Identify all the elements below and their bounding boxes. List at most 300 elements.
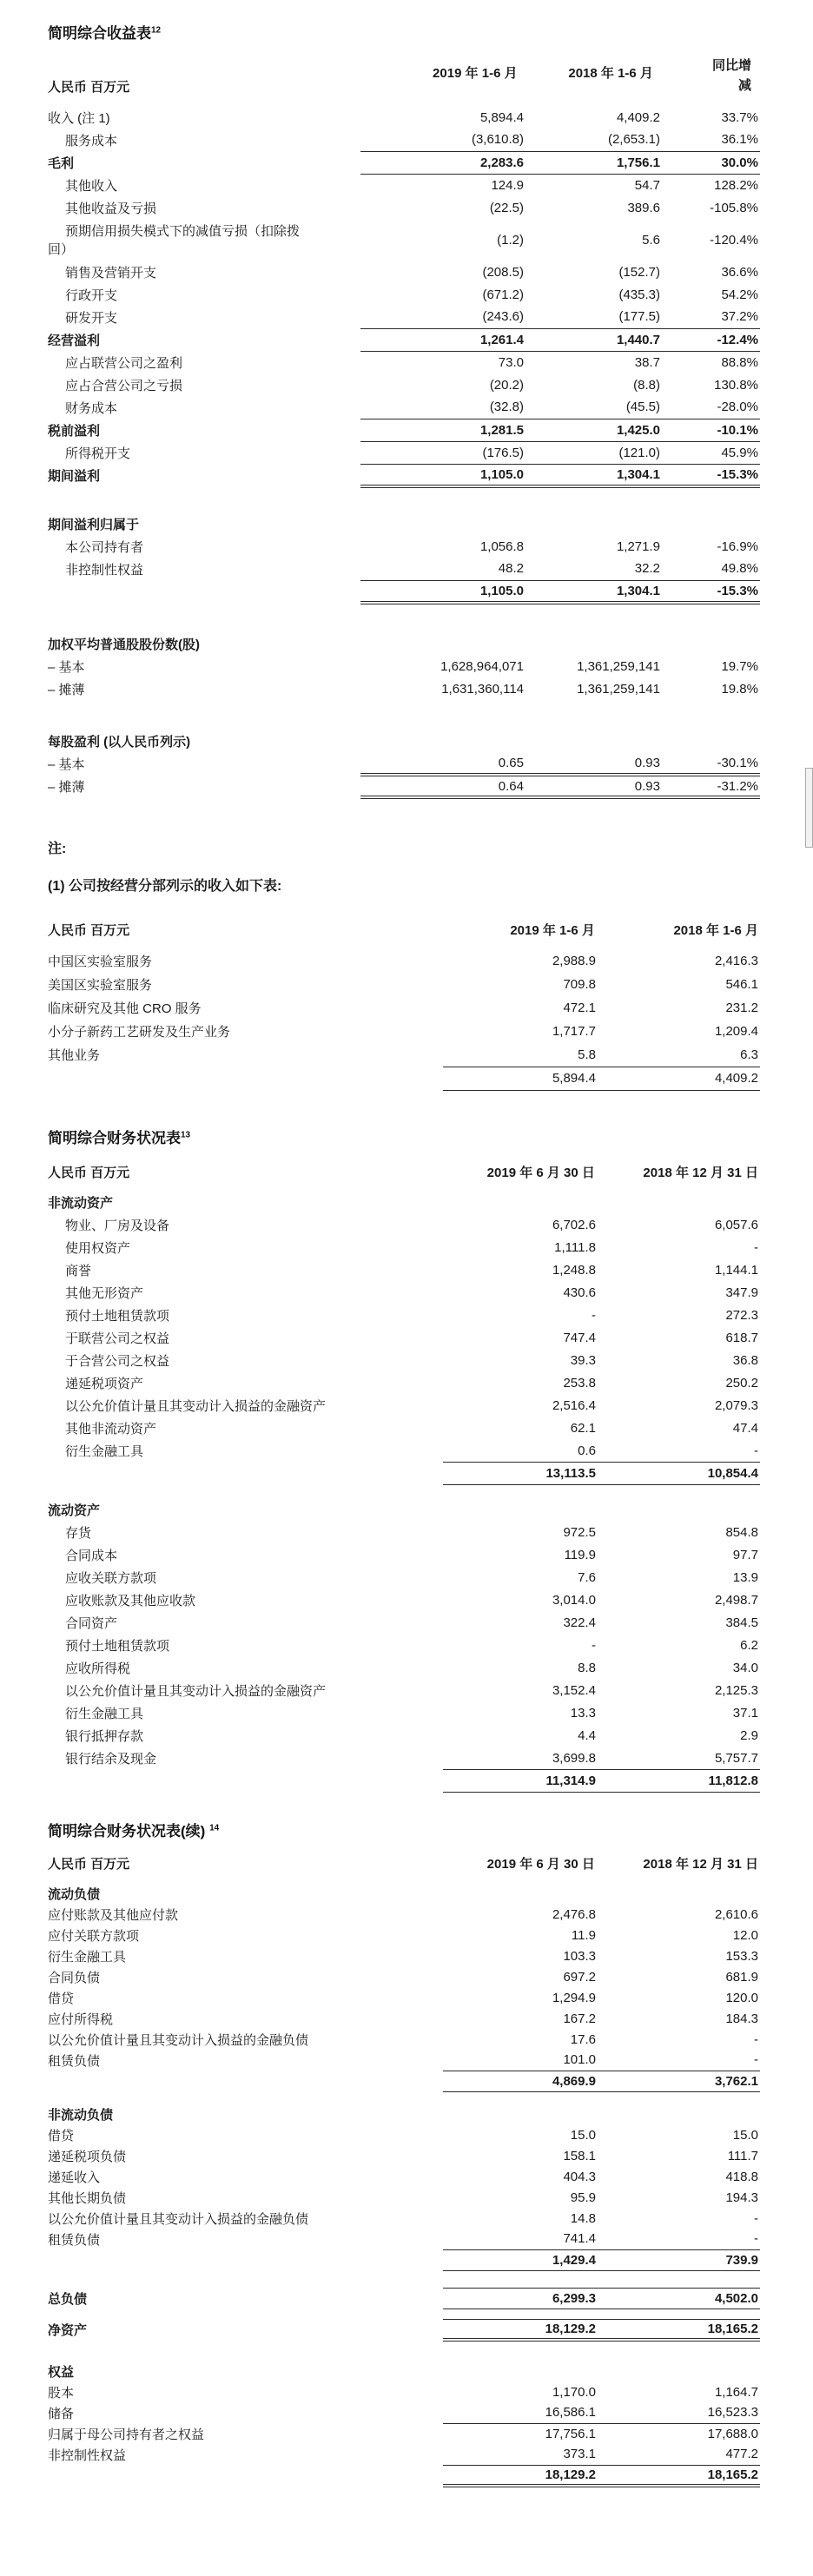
row-label: 毛利 <box>48 155 75 171</box>
column-header-2018: 2018 年 1-6 月 <box>673 923 758 938</box>
row-value: 1,281.5 <box>360 419 525 441</box>
row-value: -16.9% <box>717 538 758 554</box>
row-value: 2,476.8 <box>552 1906 596 1922</box>
table-row <box>48 2229 760 2249</box>
table-row <box>48 1350 760 1372</box>
row-value: 697.2 <box>563 1969 596 1985</box>
row-value: 1,304.1 <box>525 580 662 603</box>
row-label: 递延税项负债 <box>48 2149 127 2164</box>
row-value: 347.9 <box>725 1285 758 1300</box>
row-value: 1,294.9 <box>552 1990 596 2005</box>
row-value: 1,425.0 <box>525 419 662 441</box>
unit-label: 人民币 百万元 <box>48 1857 130 1872</box>
row-value: 54.7 <box>634 177 660 193</box>
row-value: 3,152.4 <box>552 1683 596 1698</box>
row-value <box>443 1192 598 1214</box>
row-value: 97.7 <box>732 1548 758 1562</box>
spacer-cell <box>48 486 760 512</box>
row-value: (45.5) <box>525 396 662 419</box>
row-value <box>598 1883 760 1904</box>
row-value: 404.3 <box>563 2169 596 2184</box>
row-value: 1,209.4 <box>714 1024 758 1039</box>
row-value: 231.2 <box>725 1001 758 1015</box>
row-value: (22.5) <box>489 200 524 215</box>
table-row <box>48 196 760 219</box>
row-label: 美国区实验室服务 <box>48 978 153 993</box>
row-value: 19.7% <box>721 658 758 674</box>
row-value: 32.2 <box>525 558 662 580</box>
row-value: 12.0 <box>732 1927 758 1943</box>
income-statement-column-headers <box>48 56 760 96</box>
row-value: 101.0 <box>443 2050 598 2071</box>
table-row <box>48 1657 760 1680</box>
table-row <box>48 677 760 700</box>
row-value: 18,129.2 <box>443 2465 598 2486</box>
row-value: 6.2 <box>740 1638 758 1653</box>
row-label: 以公允价值计量且其变动计入损益的金融负债 <box>48 2211 309 2227</box>
row-value: 3,762.1 <box>598 2071 760 2091</box>
table-row <box>48 174 760 196</box>
row-value: 0.64 <box>360 775 525 797</box>
row-value: -28.0% <box>662 396 760 419</box>
row-value: -15.3% <box>662 580 760 603</box>
row-label: 以公允价值计量且其变动计入损益的金融资产 <box>65 1399 327 1414</box>
row-value: 4,869.9 <box>443 2071 598 2091</box>
table-row <box>48 2249 760 2270</box>
column-header-2019-06-30: 2019 年 6 月 30 日 <box>486 1857 595 1872</box>
row-value: 3,014.0 <box>552 1593 596 1608</box>
row-value: 62.1 <box>570 1421 596 1436</box>
table-row <box>48 1680 760 1702</box>
spacer-cell <box>48 2308 760 2319</box>
row-value: - <box>754 1240 758 1255</box>
row-value: - <box>592 1638 596 1653</box>
unit-label: 人民币 百万元 <box>48 80 130 95</box>
row-label: 借贷 <box>48 2128 75 2143</box>
table-row <box>48 1417 760 1440</box>
note-1-text: (1) 公司按经营分部列示的收入如下表: <box>48 879 282 894</box>
row-value: 430.6 <box>563 1285 596 1300</box>
row-label: – 基本 <box>48 659 85 675</box>
row-label: 预付土地租赁款项 <box>65 1309 170 1324</box>
column-header-2018: 2018 年 1-6 月 <box>568 66 653 81</box>
spacer-cell <box>48 2340 760 2361</box>
table-row <box>48 419 760 441</box>
financial-position-title <box>48 1126 813 1147</box>
table-row <box>48 1567 760 1589</box>
row-value: 36.8 <box>732 1353 758 1368</box>
row-value: 0.6 <box>443 1440 598 1463</box>
row-label <box>48 2465 443 2486</box>
row-label: 衍生金融工具 <box>65 1444 144 1459</box>
row-value: 2.9 <box>740 1728 758 1743</box>
financial-position-title-text: 简明综合财务状况表 <box>48 1129 181 1146</box>
row-value: 194.3 <box>725 2190 758 2205</box>
row-value: 153.3 <box>725 1948 758 1964</box>
table-row <box>48 2104 760 2124</box>
table-row <box>48 2050 760 2071</box>
table-row <box>48 1067 760 1090</box>
row-value: 1,361,259,141 <box>577 681 660 697</box>
row-value: 2,498.7 <box>714 1593 758 1608</box>
row-label: 银行抵押存款 <box>65 1729 144 1744</box>
income-statement-section <box>48 21 813 799</box>
row-label: 行政开支 <box>65 287 118 303</box>
row-label: 研发开支 <box>65 310 118 326</box>
row-label: 中国区实验室服务 <box>48 954 153 969</box>
row-value: 158.1 <box>563 2148 596 2163</box>
financial-position-continued-title <box>48 1819 813 1840</box>
unit-label: 人民币 百万元 <box>48 1165 130 1180</box>
table-row <box>48 580 760 603</box>
row-value <box>598 2104 760 2124</box>
row-value: 2,416.3 <box>714 954 758 968</box>
row-value: 7.6 <box>578 1570 596 1585</box>
row-label: 应收关联方款项 <box>65 1571 157 1586</box>
table-row <box>48 1499 760 1522</box>
row-label: 其他业务 <box>48 1048 101 1063</box>
row-value: 854.8 <box>725 1525 758 1540</box>
spacer-row <box>48 603 760 632</box>
table-row <box>48 949 760 973</box>
row-label: 销售及营销开支 <box>65 265 157 281</box>
row-label: 非流动资产 <box>48 1196 114 1211</box>
row-label: 租赁负债 <box>48 2053 101 2069</box>
row-value: (3,610.8) <box>360 129 525 151</box>
row-value <box>598 2361 760 2381</box>
table-row <box>48 2124 760 2145</box>
row-label: 每股盈利 (以人民币列示) <box>48 734 191 750</box>
table-row <box>48 1725 760 1747</box>
table-row <box>48 1020 760 1043</box>
table-row <box>48 1589 760 1612</box>
financial-position-continued-section <box>48 1819 813 2487</box>
row-value: - <box>598 2050 760 2071</box>
row-value: 6,702.6 <box>552 1218 596 1232</box>
row-value: 709.8 <box>563 977 596 992</box>
row-value: - <box>592 1308 596 1323</box>
row-value: 6,299.3 <box>443 2288 598 2308</box>
row-value: -10.1% <box>662 419 760 441</box>
row-value: 1,111.8 <box>554 1240 596 1255</box>
financial-position-section <box>48 1126 813 1793</box>
row-label: 期间溢利归属于 <box>48 517 140 532</box>
row-value: - <box>598 2229 760 2249</box>
table-row <box>48 1904 760 1925</box>
row-value: 184.3 <box>725 2011 758 2026</box>
table-row <box>48 2029 760 2050</box>
row-value: 747.4 <box>563 1331 596 1345</box>
table-row <box>48 730 760 752</box>
row-value <box>443 1883 598 1904</box>
table-row <box>48 2187 760 2208</box>
row-label: – 摊薄 <box>48 682 85 697</box>
table-row <box>48 1747 760 1770</box>
row-value: 13.9 <box>732 1570 758 1585</box>
table-row <box>48 106 760 129</box>
row-value: 10,854.4 <box>598 1463 760 1485</box>
row-value: 1,756.1 <box>525 151 662 174</box>
row-value: -15.3% <box>662 464 760 486</box>
table-row <box>48 1883 760 1904</box>
table-row <box>48 752 760 775</box>
table-row <box>48 2444 760 2465</box>
row-value <box>525 512 662 535</box>
row-label: 服务成本 <box>65 133 118 149</box>
row-value: 972.5 <box>563 1525 596 1540</box>
table-row <box>48 306 760 328</box>
financial-position-continued-title-footnote: 14 <box>209 1823 220 1833</box>
row-value: 2,988.9 <box>552 954 596 968</box>
row-label: 合同成本 <box>65 1549 118 1563</box>
spacer-row <box>48 700 760 730</box>
spacer-row <box>48 2340 760 2361</box>
row-value: 1,717.7 <box>552 1024 596 1039</box>
scrollbar-thumb[interactable] <box>805 768 813 848</box>
row-label: 衍生金融工具 <box>65 1707 144 1721</box>
row-label: 于合营公司之权益 <box>65 1354 170 1369</box>
spacer-cell <box>48 1485 760 1499</box>
row-value: 2,079.3 <box>714 1398 758 1413</box>
table-row <box>48 261 760 283</box>
row-label: 收入 (注 1) <box>48 110 110 126</box>
row-value: 0.65 <box>360 752 525 775</box>
income-statement-title-text: 简明综合收益表 <box>48 25 151 42</box>
row-value: (177.5) <box>525 306 662 328</box>
row-label: 其他长期负债 <box>48 2190 127 2206</box>
spacer-cell <box>48 700 760 730</box>
row-value <box>598 1192 760 1214</box>
row-value: 0.93 <box>525 752 662 775</box>
row-value: 11.9 <box>571 1927 596 1943</box>
row-value: 95.9 <box>570 2190 596 2205</box>
table-row <box>48 1925 760 1945</box>
row-label <box>48 1067 443 1090</box>
table-row <box>48 1463 760 1485</box>
spacer-cell <box>48 2091 760 2104</box>
unit-label: 人民币 百万元 <box>48 923 130 938</box>
row-value: 5.6 <box>642 232 660 248</box>
row-label: 经营溢利 <box>48 333 101 348</box>
row-label: 临床研究及其他 CRO 服务 <box>48 1001 202 1016</box>
row-value: 54.2% <box>721 287 758 302</box>
row-value: 5,894.4 <box>443 1067 598 1090</box>
table-row <box>48 655 760 677</box>
income-statement-title-footnote: 12 <box>151 25 162 36</box>
row-label: 流动资产 <box>48 1503 101 1518</box>
row-value: 19.8% <box>721 681 758 697</box>
row-label: 以公允价值计量且其变动计入损益的金融负债 <box>48 2032 309 2048</box>
row-value: 18,165.2 <box>598 2465 760 2486</box>
row-value <box>443 2104 598 2124</box>
row-value: (435.3) <box>618 287 660 302</box>
row-value: 5.8 <box>443 1043 598 1067</box>
row-value: (32.8) <box>360 396 525 419</box>
row-value <box>443 1499 598 1522</box>
row-value: 17,756.1 <box>545 2426 596 2441</box>
column-header-yoy <box>655 56 760 96</box>
table-row <box>48 558 760 580</box>
row-value: 37.2% <box>662 306 760 328</box>
row-label: 流动负债 <box>48 1886 101 1902</box>
row-label: 于联营公司之权益 <box>65 1331 170 1346</box>
row-label: 非流动负债 <box>48 2107 114 2123</box>
row-label: 借贷 <box>48 1991 75 2006</box>
row-value: (8.8) <box>633 377 660 393</box>
row-label <box>48 580 360 603</box>
row-value: 5,894.4 <box>479 109 524 125</box>
table-row <box>48 512 760 535</box>
row-value: 16,523.3 <box>598 2402 760 2423</box>
row-value: 1,105.0 <box>360 464 525 486</box>
row-value <box>598 1499 760 1522</box>
row-label: 其他非流动资产 <box>65 1422 157 1437</box>
row-label: 应付所得税 <box>48 2011 114 2027</box>
table-row <box>48 129 760 151</box>
row-label: 应占联营公司之盈利 <box>65 355 183 371</box>
row-value: 4.4 <box>578 1728 596 1743</box>
row-value: 1,628,964,071 <box>440 658 524 674</box>
table-row <box>48 2166 760 2187</box>
row-label: 应收所得税 <box>65 1661 131 1676</box>
row-value: 5,757.7 <box>598 1747 760 1770</box>
row-label <box>48 2249 443 2270</box>
column-header-yoy-line1: 同比增 <box>711 58 751 73</box>
row-value: -105.8% <box>710 200 758 215</box>
row-value: 250.2 <box>725 1376 758 1390</box>
row-label: 应付账款及其他应付款 <box>48 1907 179 1923</box>
row-value: 30.0% <box>662 151 760 174</box>
column-header-2019: 2019 年 1-6 月 <box>510 923 595 938</box>
table-row <box>48 775 760 797</box>
row-value: 120.0 <box>725 1990 758 2005</box>
table-row <box>48 1966 760 1987</box>
row-label: 其他收入 <box>65 178 118 194</box>
row-value: 6.3 <box>598 1043 760 1067</box>
row-value: -30.1% <box>662 752 760 775</box>
row-value: 36.6% <box>721 264 758 280</box>
financial-position-column-headers <box>48 1163 760 1181</box>
row-value: 73.0 <box>498 354 524 370</box>
row-value: 18,129.2 <box>443 2319 598 2340</box>
table-row <box>48 1522 760 1544</box>
row-label: 其他无形资产 <box>65 1286 144 1301</box>
table-row <box>48 219 760 261</box>
row-value: -12.4% <box>662 328 760 351</box>
row-label <box>48 1463 443 1485</box>
row-value <box>443 2361 598 2381</box>
row-value: - <box>598 1440 760 1463</box>
financial-position-continued-column-headers <box>48 1854 760 1873</box>
row-value <box>360 730 525 752</box>
row-value: 130.8% <box>714 377 758 393</box>
income-statement-table <box>48 106 760 799</box>
row-value: 272.3 <box>725 1308 758 1323</box>
row-value: (176.5) <box>360 441 525 464</box>
row-label: 物业、厂房及设备 <box>65 1219 170 1233</box>
row-value <box>360 632 525 655</box>
column-header-2018-12-31: 2018 年 12 月 31 日 <box>643 1857 758 1872</box>
table-row <box>48 1305 760 1327</box>
row-value: - <box>754 2210 758 2226</box>
table-row <box>48 973 760 996</box>
row-value: 48.2 <box>360 558 525 580</box>
row-label: 其他收益及亏损 <box>65 201 157 216</box>
row-value: 1,271.9 <box>616 538 660 554</box>
row-value: 103.3 <box>563 1948 596 1964</box>
row-label: 权益 <box>48 2364 75 2380</box>
row-value: 2,610.6 <box>714 1906 758 1922</box>
row-value: 18,165.2 <box>598 2319 760 2340</box>
row-label: 财务成本 <box>65 400 118 416</box>
row-value: 1,144.1 <box>714 1263 758 1278</box>
row-label <box>48 1770 443 1793</box>
table-row <box>48 1237 760 1259</box>
spacer-cell <box>48 2270 760 2288</box>
row-label: 存货 <box>65 1526 92 1541</box>
spacer-row <box>48 2270 760 2288</box>
row-value: 618.7 <box>725 1331 758 1345</box>
row-value: 0.93 <box>525 775 662 797</box>
row-value: 36.1% <box>662 129 760 151</box>
row-value: 17,688.0 <box>707 2426 758 2441</box>
income-statement-title <box>48 21 813 43</box>
table-row <box>48 1327 760 1350</box>
column-header-2019: 2019 年 1-6 月 <box>433 66 518 81</box>
row-value: 1,440.7 <box>525 328 662 351</box>
row-label: 税前溢利 <box>48 423 101 439</box>
table-row <box>48 2071 760 2091</box>
row-label: 递延收入 <box>48 2170 101 2185</box>
row-label: 总负债 <box>48 2291 88 2307</box>
row-value: 2,283.6 <box>360 151 525 174</box>
row-value: 4,409.2 <box>616 109 660 125</box>
row-value: 681.9 <box>725 1969 758 1985</box>
row-value: 1,361,259,141 <box>577 658 660 674</box>
row-value: 1,304.1 <box>525 464 662 486</box>
notes-heading: 注: <box>48 842 67 856</box>
row-label: 归属于母公司持有者之权益 <box>48 2427 205 2442</box>
row-value: 472.1 <box>563 1001 596 1015</box>
table-row <box>48 151 760 174</box>
column-header-yoy-line2: 减 <box>737 77 751 93</box>
segment-revenue-column-headers <box>48 921 760 939</box>
row-label: 储备 <box>48 2406 75 2421</box>
row-value: 384.5 <box>725 1615 758 1630</box>
spacer-cell <box>48 603 760 632</box>
row-value: 1,429.4 <box>443 2249 598 2270</box>
row-label: 期间溢利 <box>48 468 101 484</box>
row-value: 389.6 <box>627 200 660 215</box>
table-row <box>48 1259 760 1282</box>
row-value: 373.1 <box>443 2444 598 2465</box>
row-value: 14.8 <box>570 2210 596 2226</box>
row-value <box>662 730 760 752</box>
row-label: – 摊薄 <box>48 779 85 795</box>
row-value: 124.9 <box>491 177 524 193</box>
row-value: -120.4% <box>710 232 758 248</box>
row-value <box>525 730 662 752</box>
row-value: -31.2% <box>662 775 760 797</box>
row-value: (20.2) <box>489 377 524 393</box>
row-label: 租赁负债 <box>48 2232 101 2248</box>
financial-position-title-footnote: 13 <box>181 1129 191 1139</box>
row-value: 128.2% <box>714 177 758 193</box>
row-value: 1,248.8 <box>552 1263 596 1278</box>
row-value: 119.9 <box>564 1548 596 1562</box>
row-value: 253.8 <box>563 1376 596 1390</box>
table-row <box>48 1282 760 1305</box>
